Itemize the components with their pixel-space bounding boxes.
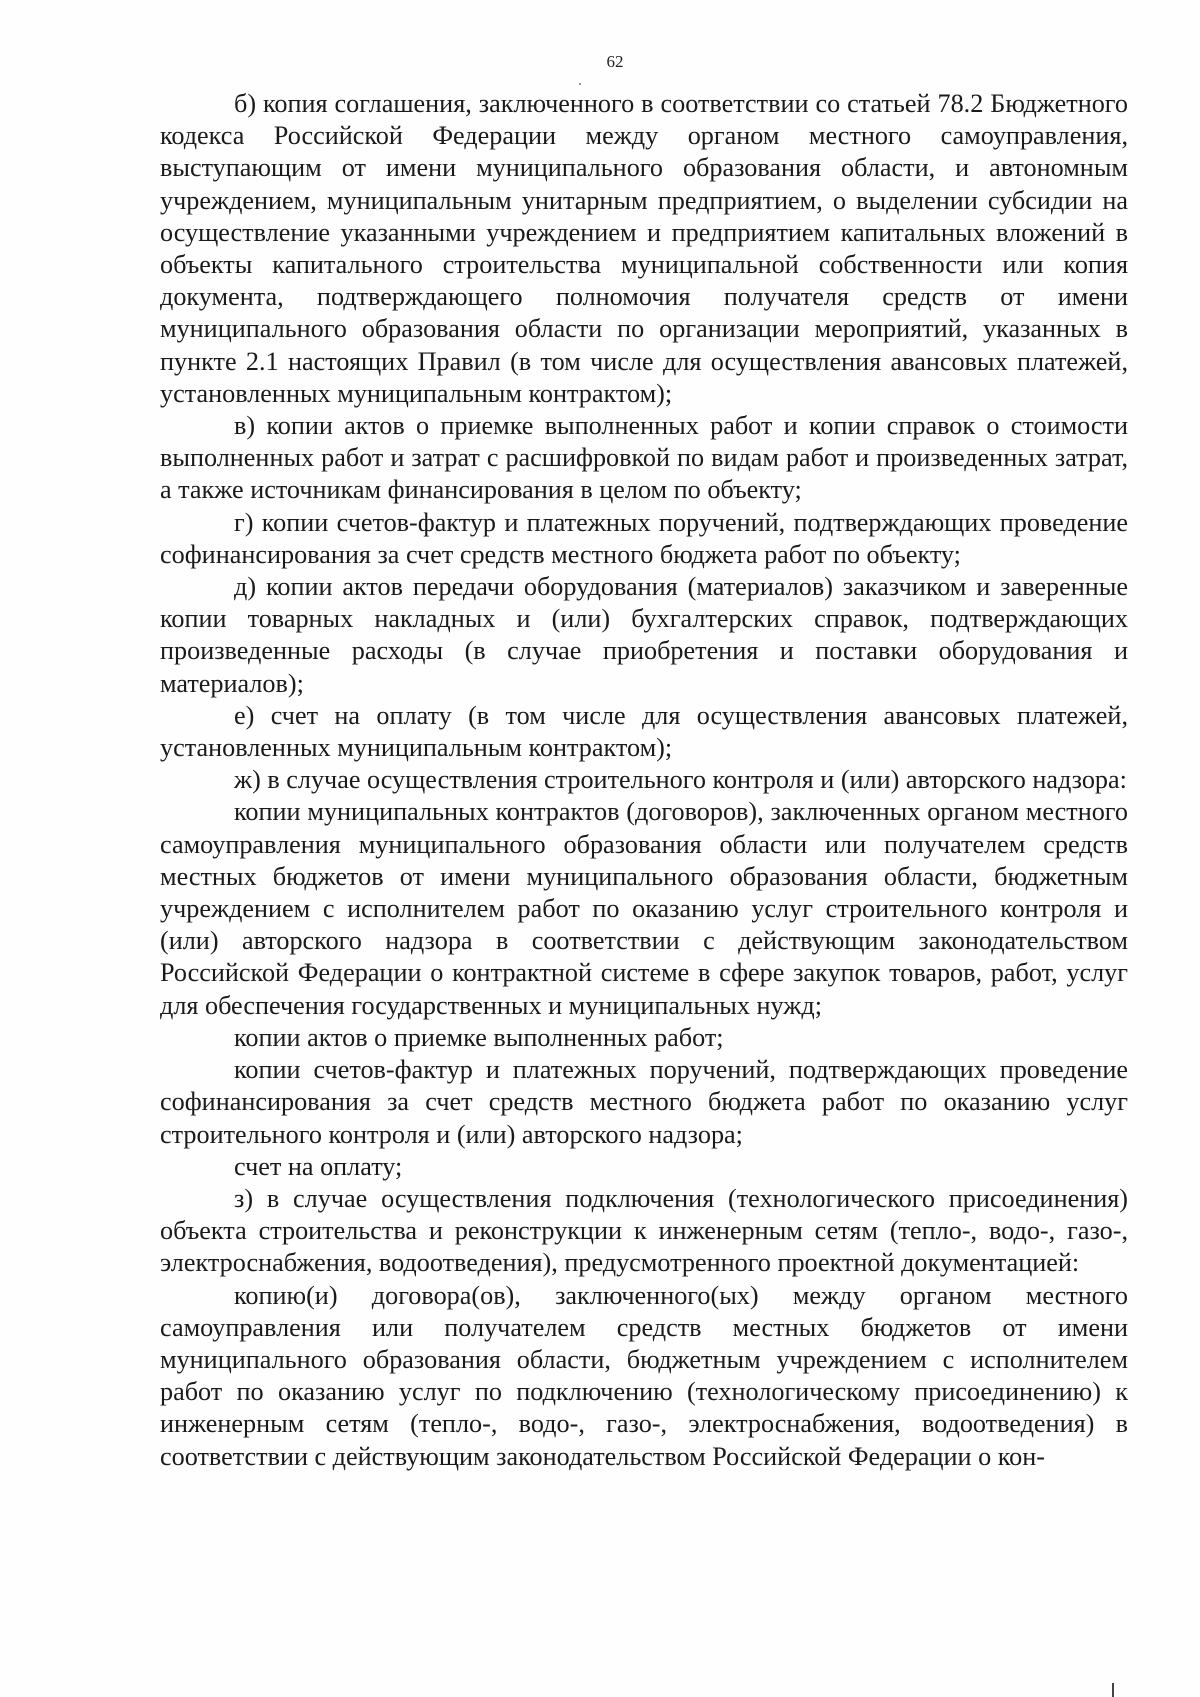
paragraph-zh-invoices: копии счетов-фактур и платежных поручений, подтверждающих проведение софинансирования за счет средств местного бюджета работ по оказанию услуг строительного контроля и (или) авторского надзора; bbox=[160, 1055, 1128, 1149]
paragraph-d: д) копии актов передачи оборудования (материалов) заказчиком и заверенные копии товарных накладных и (или) бухгалтерских справок, подтверждающих произведенные расходы (в случае приобретения и поставки оборудования и материалов); bbox=[160, 572, 1128, 698]
paragraph-zh-contracts: копии муниципальных контрактов (договоров), заключенных органом местного самоуправления муниципального образования области или получателем средств местных бюджетов от имени муниципального образования области, бюджетным учреждением с исполнителем работ по оказанию услуг строительного контроля и (или) авторского надзора в соответствии с действующим законодательством Российской Федерации о контрактной системе в сфере закупок товаров, работ, услуг для обеспечения государственных и муниципальных нужд; bbox=[160, 797, 1128, 1020]
paragraph-z-contracts: копию(и) договора(ов), заключенного(ых) между органом местного самоуправления или получателем средств местных бюджетов от имени муниципального образования области, бюджетным учреждением с исполнителем работ по оказанию услуг по подключению (технологическому присоединению) к инженерным сетям (тепло-, водо-, газо-, электроснабжения, водоотведения) в соответствии с действующим законодательством Российской Федерации о кон- bbox=[160, 1280, 1128, 1471]
paragraph-zh-bill: счет на оплату; bbox=[234, 1151, 403, 1181]
paragraph-b: б) копия соглашения, заключенного в соответствии со статьей 78.2 Бюджетного кодекса Российской Федерации между органом местного самоуправления, выступающим от имени муниципального образования области, и автономным учреждением, муниципальным унитарным предприятием, о выделении субсидии на осуществление указанными учреждением и предприятием капитальных вложений в объекты капитального строительства муниципальной собственности или копия документа, подтверждающего полномочия получателя средств от имени муниципального образования области по организации мероприятий, указанных в пункте 2.1 настоящих Правил (в том числе для осуществления авансовых платежей, установленных муниципальным контрактом); bbox=[160, 89, 1128, 408]
document-body bbox=[160, 88, 1128, 1473]
paragraph-g: г) копии счетов-фактур и платежных поручений, подтверждающих проведение софинансирования за счет средств местного бюджета работ по объекту; bbox=[160, 507, 1128, 569]
paragraph-z: з) в случае осуществления подключения (технологического присоединения) объекта строительства и реконструкции к инженерным сетям (тепло-, водо-, газо-, электроснабжения, водоотведения), предусмотренного проектной документацией: bbox=[160, 1183, 1128, 1278]
paragraph-v: в) копии актов о приемке выполненных работ и копии справок о стоимости выполненных работ и затрат с расшифровкой по видам работ и произведенных затрат, а также источникам финансирования в целом по объекту; bbox=[160, 411, 1128, 505]
scan-artifact-dot bbox=[579, 83, 581, 85]
paragraph-zh: ж) в случае осуществления строительного контроля и (или) авторского надзора: bbox=[234, 765, 1127, 795]
scan-artifact-mark bbox=[1112, 1683, 1114, 1697]
paragraph-e: е) счет на оплату (в том числе для осуществления авансовых платежей, установленных муниципальным контрактом); bbox=[160, 700, 1128, 763]
paragraph-zh-acts: копии актов о приемке выполненных работ; bbox=[234, 1022, 724, 1052]
page-number: 62 bbox=[606, 52, 624, 71]
